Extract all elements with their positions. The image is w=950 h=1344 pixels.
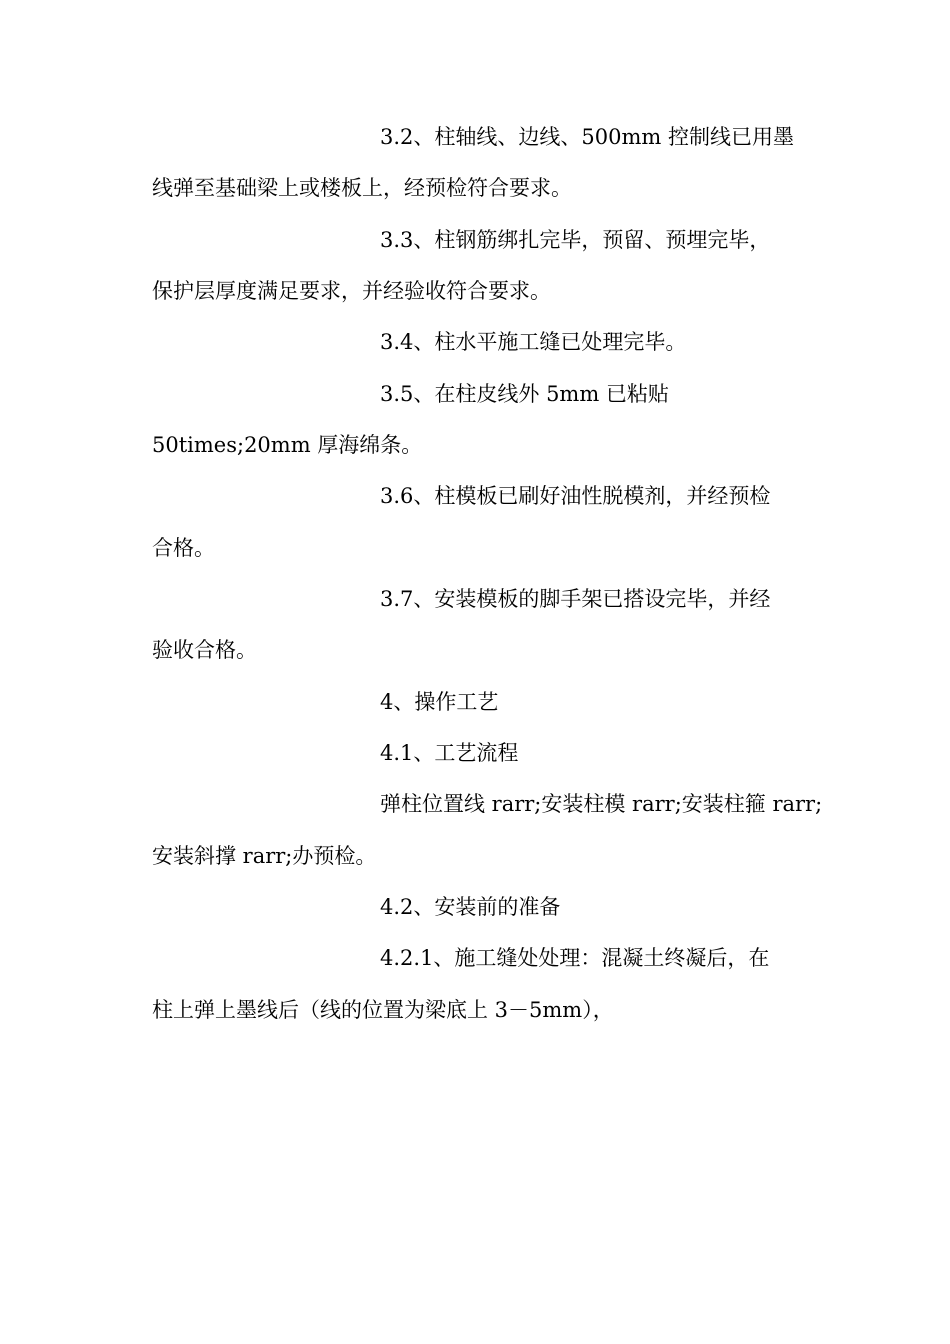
text-line: 3.6、柱模板已刷好油性脱模剂，并经预检 <box>380 484 771 508</box>
text-line: 3.3、柱钢筋绑扎完毕，预留、预埋完毕， <box>380 228 771 252</box>
text-line: 合格。 <box>152 536 215 560</box>
text-line: 柱上弹上墨线后（线的位置为梁底上 3－5mm）， <box>152 998 614 1022</box>
text-line: 3.4、柱水平施工缝已处理完毕。 <box>380 330 687 354</box>
text-line: 验收合格。 <box>152 638 257 662</box>
text-line: 3.5、在柱皮线外 5mm 已粘贴 <box>380 382 669 406</box>
subsection-heading: 4.1、工艺流程 <box>380 741 519 765</box>
section-heading: 4、操作工艺 <box>380 690 499 714</box>
subsection-heading: 4.2、安装前的准备 <box>380 895 561 919</box>
text-line: 3.7、安装模板的脚手架已搭设完毕，并经 <box>380 587 771 611</box>
text-line: 50times;20mm 厚海绵条。 <box>152 433 423 457</box>
text-line: 弹柱位置线 rarr;安装柱模 rarr;安装柱箍 rarr; <box>380 792 823 816</box>
text-line: 3.2、柱轴线、边线、500mm 控制线已用墨 <box>380 125 794 149</box>
text-line: 保护层厚度满足要求，并经验收符合要求。 <box>152 279 551 303</box>
text-line: 线弹至基础梁上或楼板上，经预检符合要求。 <box>152 176 572 200</box>
text-line: 安装斜撑 rarr;办预检。 <box>152 844 377 868</box>
text-line: 4.2.1、施工缝处处理：混凝土终凝后，在 <box>380 946 770 970</box>
